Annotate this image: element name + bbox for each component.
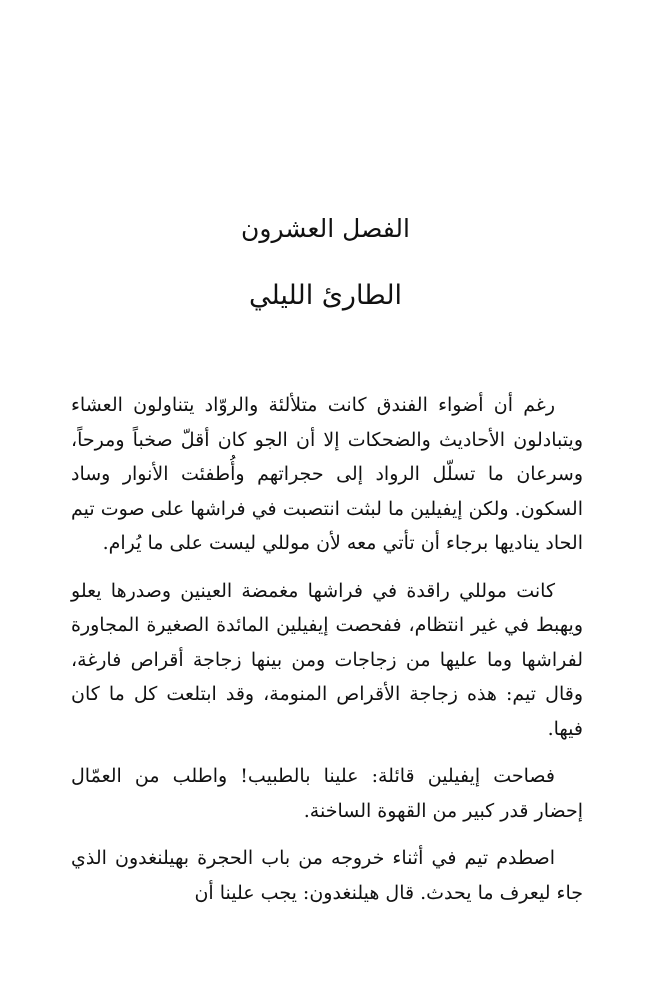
chapter-body bbox=[71, 388, 583, 923]
paragraph: رغم أن أضواء الفندق كانت متلألئة والروّاد يتناولون العشاء ويتبادلون الأحاديث والضحكات إلا أن الجو كان أقلّ صخباً ومرحاً، وسرعان ما تسلّل الرواد إلى حجراتهم وأُطفئت الأنوار وساد السكون. ولكن إيفيلين ما لبثت انتصبت في فراشها على صوت تيم الحاد يناديها برجاء أن تأتي معه لأن موللي ليست على ما يُرام. bbox=[71, 394, 583, 554]
chapter-number: الفصل العشرون bbox=[241, 214, 410, 243]
paragraph: اصطدم تيم في أثناء خروجه من باب الحجرة بهيلنغدون الذي جاء ليعرف ما يحدث. قال هيلنغدون: يجب علينا أن bbox=[71, 847, 583, 904]
paragraph: فصاحت إيفيلين قائلة: علينا بالطبيب! واطلب من العمّال إحضار قدر كبير من القهوة الساخنة. bbox=[71, 765, 583, 822]
chapter-title: الطارئ الليلي bbox=[248, 280, 403, 311]
paragraph: كانت موللي راقدة في فراشها مغمضة العينين وصدرها يعلو ويهبط في غير انتظام، ففحصت إيفيلين المائدة الصغيرة المجاورة لفراشها وما عليها من زجاجات ومن بينها زجاجة أقراص فارغة، وقال تيم: هذه زجاجة الأقراص المنومة، وقد ابتلعت كل ما كان فيها. bbox=[71, 579, 583, 740]
